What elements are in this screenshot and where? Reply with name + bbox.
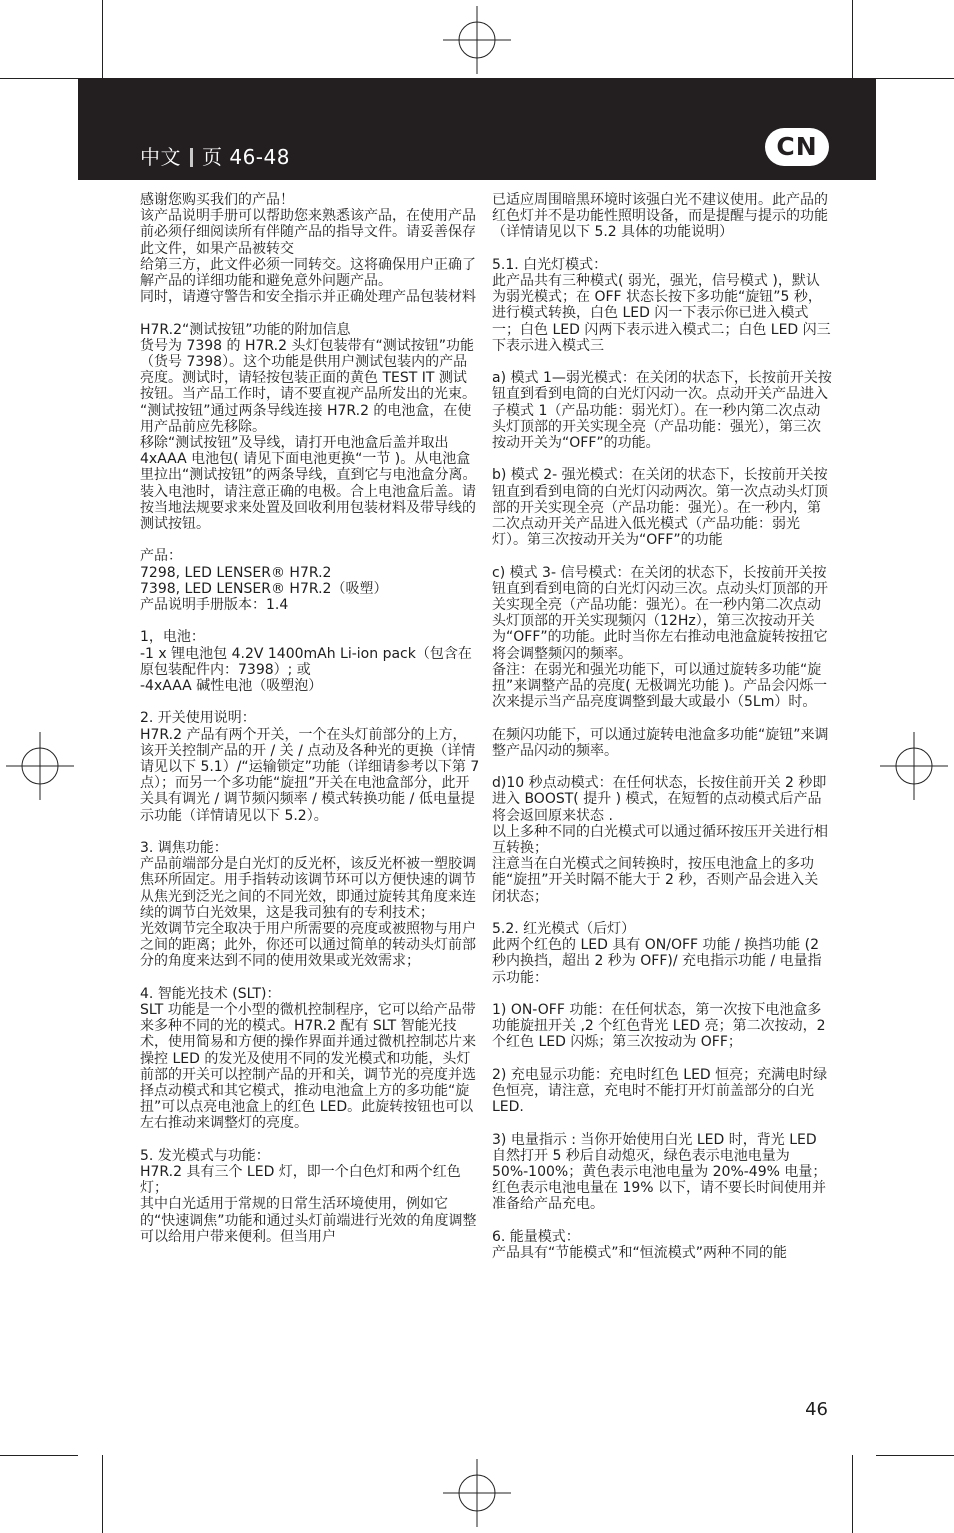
paragraph: H7R.2“测试按钮”功能的附加信息 货号为 7398 的 H7R.2 头灯包装带有“测试按钮”功能（货号 7398）。这个功能是供用户测试包装内的产品亮度。测试时，请轻按包装正面的黄色 TEST IT 测试按钮。当产品工作时，请不要直视产品所发出的光束。 “测试按钮”通过两条导线连接 H7R.2 的电池盒，在使用产品前应先移除。 移除“测试按钮”及导线，请打开电池盒后盖并取出 4xAAA 电池包( 请见下面电池更换“一节 )。从电池盒里拉出“测试按钮”的两条导线，直到它与电池盒分离。装入电池时，请注意正确的电极。合上电池盒后盖。请按当地法规要求来处置及回收利用包装材料及带导线的测试按钮。 [140, 321, 477, 533]
paragraph: 2) 充电显示功能：充电时红色 LED 恒亮；充满电时绿色恒亮，请注意，充电时不能打开灯前盖部分的白光 LED. [492, 1066, 828, 1116]
paragraph: 5. 发光模式与功能： H7R.2 具有三个 LED 灯，即一个白色灯和两个红色灯； 其中白光适用于常规的日常生活环境使用，例如它的“快速调焦”功能和通过头灯前端进行光效的角度调整可以给用户带来便利。但当用户 [140, 1147, 477, 1245]
crop-mark [876, 1455, 954, 1456]
paragraph: 已适应周围暗黑环境时该强白光不建议使用。此产品的红色灯并不是功能性照明设备，而是提醒与提示的功能（详情请见以下 5.2 具体的功能说明） [492, 192, 828, 241]
crop-mark [852, 0, 853, 78]
header-title [140, 141, 290, 170]
header-language: 中文 [140, 145, 181, 169]
paragraph: 2. 开关使用说明： H7R.2 产品有两个开关，一个在头灯前部分的上方，该开关控制产品的开 / 关 / 点动及各种光的更换（详情请见以下 5.1）/“运输锁定”功能（详细请参考以下第 7 点）；而另一个多功能“旋扭”开关在电池盒部分，此开关具有调光 / 调节频闪频率 / 模式转换功能 / 低电量提示功能（详情请见以下 5.2）。 [140, 710, 480, 824]
header-separator [190, 148, 193, 167]
page-number: 46 [805, 1399, 828, 1420]
paragraph: 4. 智能光技术 (SLT)： SLT 功能是一个小型的微机控制程序，它可以给产品带来多种不同的光的模式。H7R.2 配有 SLT 智能光技术，使用简易和方便的操作界面并通过微机控制芯片来操控 LED 的发光及使用不同的发光模式和功能，头灯前部的开关可以控制产品的开和关，调节光的亮度并选择点动模式和其它模式，推动电池盒上方的多功能“旋扭”可以点亮电池盒上的红色 LED。此旋转按钮也可以左右推动来调整灯的亮度。 [140, 985, 476, 1132]
paragraph: 3) 电量指示 : 当你开始使用白光 LED 时，背光 LED 自然打开 5 秒后自动熄灭，绿色表示电池电量为 50%-100%；黄色表示电池电量为 20%-49% 电量；红色表示电池电量在 19% 以下，请不要长时间使用并准备给产品充电。 [492, 1131, 827, 1213]
paragraph: 在频闪功能下，可以通过旋转电池盒多功能“旋钮”来调整产品闪动的频率。 [492, 726, 829, 759]
paragraph: c) 模式 3- 信号模式：在关闭的状态下，长按前开关按钮直到看到电筒的白光灯闪动三次。点动头灯顶部的开关实现全亮（产品功能：强光）。在一秒内第二次点动头灯顶部的开关实现频闪（12Hz），第三次按动开关为“OFF”的功能。此时当你左右推动电池盒旋转按扭它将会调整频闪的频率。 备注：在弱光和强光功能下，可以通过旋转多功能“旋扭”来调整产品的亮度( 无极调光功能 )。产品会闪烁一次来提示当产品亮度调整到最大或最小（5Lm）时。 [492, 564, 828, 711]
header-pages: 页 46-48 [202, 145, 290, 169]
right-column [492, 192, 832, 1277]
crop-mark [876, 78, 954, 79]
paragraph: 5.1. 白光灯模式： 此产品共有三种模式( 弱光，强光，信号模式 )，默认为弱光模式；在 OFF 状态长按下多功能“旋钮”5 秒，进行模式转换，白色 LED 闪一下表示你已进入模式一；白色 LED 闪两下表示进入模式二；白色 LED 闪三下表示进入模式三 [492, 256, 831, 354]
crop-mark [0, 78, 78, 79]
paragraph: b) 模式 2- 强光模式：在关闭的状态下，长按前开关按钮直到看到电筒的白光灯闪动两次。第一次点动头灯顶部的开关实现全亮（产品功能：强光）。在一秒内，第二次点动开关产品进入低光模式（产品功能：弱光灯）。第三次按动开关为“OFF”的功能 [492, 467, 828, 549]
crop-mark [852, 1455, 853, 1533]
left-column [140, 192, 480, 1261]
paragraph: 1) ON-OFF 功能：在任何状态，第一次按下电池盒多功能旋扭开关 ,2 个红色背光 LED 亮；第二次按动，2 个红色 LED 闪烁；第三次按动为 OFF； [492, 1002, 826, 1051]
paragraph: a) 模式 1—弱光模式：在关闭的状态下，长按前开关按钮直到看到电筒的白光灯闪动一次。点动开关产品进入子模式 1（产品功能：弱光灯）。在一秒内第二次点动头灯顶部的开关实现全亮（产品功能：强光），第三次按动开关为“OFF”的功能。 [492, 370, 832, 452]
header-band [78, 78, 876, 180]
registration-mark-left [6, 732, 74, 800]
crop-mark [102, 0, 103, 78]
crop-mark [102, 1455, 103, 1533]
crop-mark [0, 1455, 78, 1456]
paragraph: 感谢您购买我们的产品！ 该产品说明手册可以帮助您来熟悉该产品，在使用产品前必须仔细阅读所有伴随产品的指导文件。请妥善保存此文件，如果产品被转交 给第三方，此文件必须一同转交。这将确保用户正确了解产品的详细功能和避免意外问题产品。 同时，请遵守警告和安全指示并正确处理产品包装材料 [140, 192, 476, 306]
registration-mark-bottom [443, 1459, 511, 1527]
paragraph: d)10 秒点动模式：在任何状态，长按住前开关 2 秒即进入 BOOST( 提升 ) 模式，在短暂的点动模式后产品将会返回原来状态 . 以上多种不同的白光模式可以通过循环按压开关进行相互转换； 注意当在白光模式之间转换时，按压电池盒上的多功能“旋扭”开关时隔不能大于 2 秒，否则产品会进入关闭状态； [492, 775, 828, 905]
paragraph: 1，电池： -1 x 锂电池包 4.2V 1400mAh Li-ion pack（包含在原包装配件内：7398）; 或 -4xAAA 碱性电池（吸塑泡） [140, 629, 472, 695]
paragraph: 产品： 7298, LED LENSER® H7R.2 7398, LED LENSER® H7R.2（吸塑） 产品说明手册版本：1.4 [140, 548, 388, 614]
paragraph: 5.2. 红光模式（后灯） 此两个红色的 LED 具有 ON/OFF 功能 / 换挡功能 (2 秒内换挡，超出 2 秒为 OFF)/ 充电指示功能 / 电量指示功能： [492, 921, 822, 986]
paragraph: 6. 能量模式： 产品具有“节能模式”和“恒流模式”两种不同的能 [492, 1228, 788, 1262]
registration-mark-right [880, 732, 948, 800]
paragraph: 3. 调焦功能： 产品前端部分是白光灯的反光杯，该反光杯被一塑胶调焦环所固定。用手指转动该调节环可以方便快速的调节从焦光到泛光之间的不同光效，即通过旋转其角度来连续的调节白光效果，这是我司独有的专利技术； 光效调节完全取决于用户所需要的亮度或被照物与用户之间的距离；此外，你还可以通过简单的转动头灯前部分的角度来达到不同的使用效果或光效需求； [140, 840, 476, 970]
language-badge: CN [765, 128, 829, 166]
registration-mark-top [443, 6, 511, 74]
